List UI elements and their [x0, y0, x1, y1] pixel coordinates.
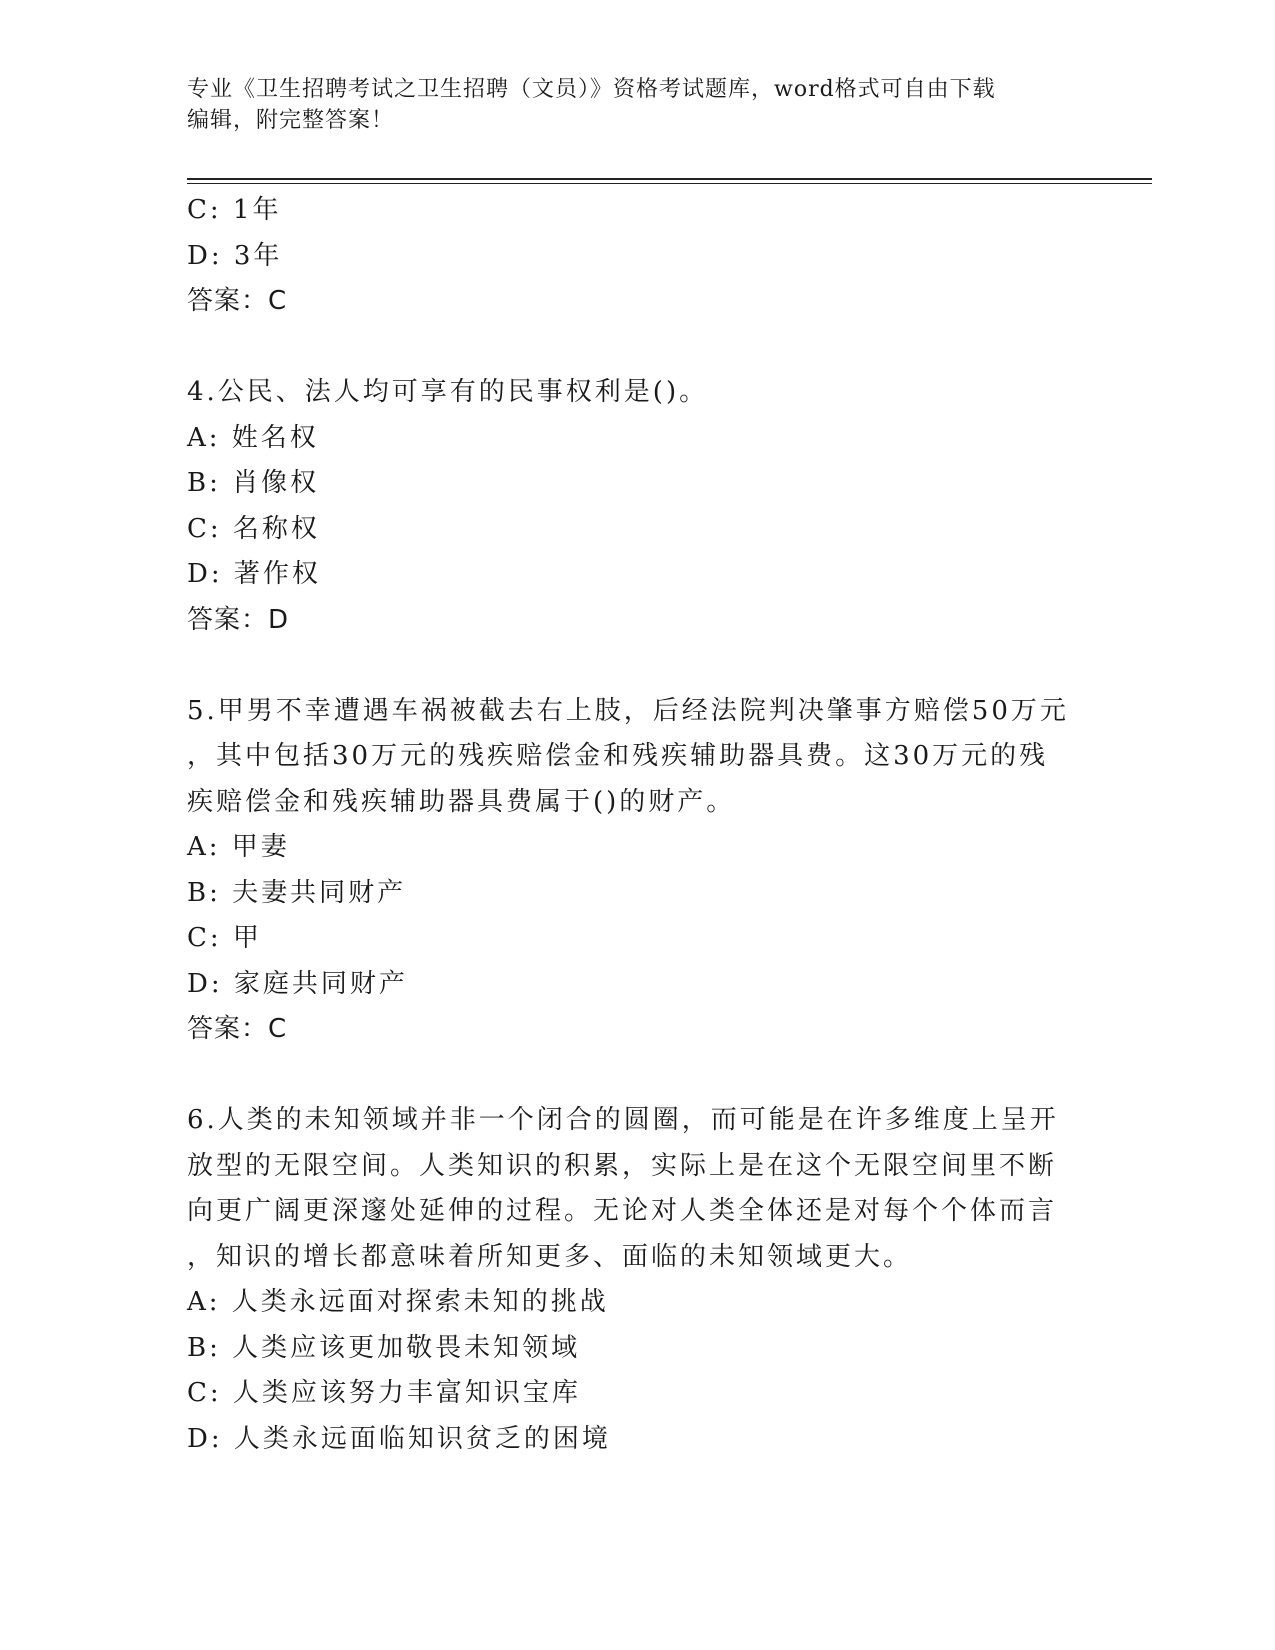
question-stem-line: ，知识的增长都意味着所知更多、面临的未知领域更大。: [187, 1241, 913, 1272]
question-stem-line: 5.甲男不幸遭遇车祸被截去右上肢，后经法院判决肇事方赔偿50万元: [187, 695, 1069, 726]
answer: 答案：C: [187, 1014, 288, 1044]
header-line-2: 编辑，附完整答案！: [187, 108, 395, 133]
header-divider-thick: [187, 178, 1152, 180]
header-divider-thin: [187, 183, 1152, 184]
question-3: [187, 188, 1087, 325]
option-a: A: 甲妻: [187, 832, 290, 862]
question-list: [187, 188, 1087, 1462]
option-b: B: 人类应该更加敬畏未知领域: [187, 1332, 581, 1363]
option-b: B: 肖像权: [187, 468, 320, 498]
question-stem-line: ，其中包括30万元的残疾赔偿金和残疾辅助器具费。这30万元的残: [187, 741, 1049, 771]
question-stem-line: 6.人类的未知领域并非一个闭合的圆圈，而可能是在许多维度上呈开: [187, 1105, 1059, 1135]
question-4: [187, 370, 1087, 643]
page-header: [187, 74, 1087, 136]
question-stem: 4.公民、法人均可享有的民事权利是()。: [187, 377, 709, 407]
question-stem-line: 放型的无限空间。人类知识的积累，实际上是在这个无限空间里不断: [187, 1150, 1058, 1181]
spacer: [187, 643, 1087, 689]
question-6: [187, 1098, 1087, 1462]
option-c: C: 名称权: [187, 513, 320, 544]
option-d: D: 3年: [187, 240, 283, 271]
option-a: A: 姓名权: [187, 422, 319, 453]
spacer: [187, 1053, 1087, 1099]
answer: 答案：C: [187, 286, 288, 316]
option-c: C: 甲: [187, 923, 262, 953]
option-c: C: 人类应该努力丰富知识宝库: [187, 1378, 581, 1408]
spacer: [187, 325, 1087, 371]
option-a: A: 人类永远面对探索未知的挑战: [187, 1287, 609, 1317]
option-c: C: 1年: [187, 195, 282, 225]
question-stem-line: 疾赔偿金和残疾辅助器具费属于()的财产。: [187, 786, 736, 817]
option-b: B: 夫妻共同财产: [187, 877, 407, 908]
header-line-1: 专业《卫生招聘考试之卫生招聘（文员）》资格考试题库，word格式可自由下载: [187, 77, 996, 102]
question-5: [187, 689, 1087, 1053]
option-d: D: 人类永远面临知识贫乏的困境: [187, 1423, 611, 1454]
answer: 答案：D: [187, 604, 290, 635]
question-stem-line: 向更广阔更深邃处延伸的过程。无论对人类全体还是对每个个体而言: [187, 1196, 1058, 1226]
option-d: D: 家庭共同财产: [187, 968, 408, 999]
option-d: D: 著作权: [187, 559, 321, 589]
